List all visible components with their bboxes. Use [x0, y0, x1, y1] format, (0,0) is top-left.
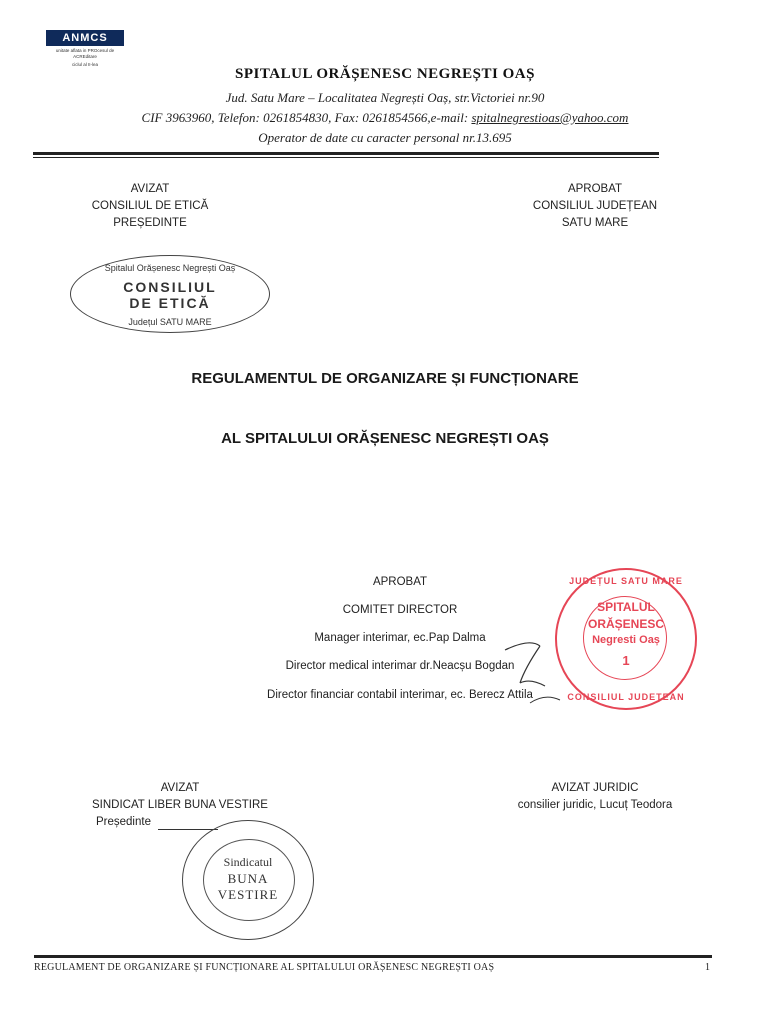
union-stamp-line2: BUNA — [227, 871, 269, 886]
stamp-red-line2: ORĂȘENESC — [587, 617, 664, 631]
county-label: SATU MARE — [561, 217, 629, 229]
medical-director-line: Director medical interimar dr.Neacșu Bogdan — [285, 660, 515, 672]
hospital-red-stamp — [555, 568, 697, 710]
logo-text: ANMCS — [46, 30, 124, 46]
hospital-name: SPITALUL ORĂȘENESC NEGREȘTI OAȘ — [235, 66, 535, 82]
stamp-etica-bottom: Județul SATU MARE — [128, 317, 212, 327]
hospital-contact — [0, 110, 770, 126]
avizat-etica-block — [70, 181, 230, 232]
email-link[interactable]: spitalnegrestioas@yahoo.com — [471, 110, 629, 125]
stamp-red-bottom: CONSILIUL JUDEȚEAN — [567, 692, 685, 702]
stamp-red-top: JUDEȚUL SATU MARE — [569, 576, 683, 586]
stamp-etica-line1: CONSILIUL — [123, 279, 217, 295]
data-operator: Operator de date cu caracter personal nr.13.695 — [258, 130, 512, 145]
union-stamp-line3: VESTIRE — [217, 887, 279, 902]
avizat-label: AVIZAT — [130, 183, 170, 195]
committee-label: COMITET DIRECTOR — [342, 604, 458, 616]
aprobat-judet-block — [510, 181, 680, 232]
avizat-juridic-label: AVIZAT JURIDIC — [551, 782, 639, 794]
county-council-label: CONSILIUL JUDEȚEAN — [532, 200, 658, 212]
ethics-council-stamp — [70, 255, 270, 333]
signature-line — [158, 829, 218, 830]
union-president-label: Președinte — [96, 816, 151, 828]
document-subtitle: AL SPITALULUI ORĂȘENESC NEGREȘTI OAȘ — [221, 430, 549, 447]
stamp-etica-top: Spitalul Orășenesc Negrești Oaș — [104, 263, 236, 273]
footer-rule — [34, 955, 712, 958]
manager-line: Manager interimar, ec.Pap Dalma — [314, 632, 486, 644]
stamp-red-line1: SPITALUL — [597, 600, 655, 614]
union-stamp-line1: Sindicatul — [223, 855, 273, 869]
avizat-sindicat-label: AVIZAT — [160, 782, 200, 794]
etica-council-label: CONSILIUL DE ETICĂ — [91, 200, 209, 212]
header-rule — [33, 152, 659, 155]
union-stamp — [182, 820, 314, 940]
approval-label: APROBAT — [372, 576, 428, 588]
avizat-sindicat-block — [80, 780, 280, 814]
union-name: SINDICAT LIBER BUNA VESTIRE — [92, 799, 268, 811]
contact-prefix: CIF 3963960, Telefon: 0261854830, Fax: 0261854566,e-mail: — [141, 110, 472, 125]
president-label: PREȘEDINTE — [113, 217, 187, 229]
document-title: REGULAMENTUL DE ORGANIZARE ȘI FUNCȚIONARE — [191, 370, 579, 387]
aprobat-label: APROBAT — [567, 183, 623, 195]
logo-subtext: unitate aflata in PROcesul de ACREditare — [55, 48, 115, 59]
financial-director-line: Director financiar contabil interimar, ec. Berecz Attila — [267, 689, 533, 701]
avizat-juridic-block — [495, 780, 695, 814]
legal-counsel-line: consilier juridic, Lucuț Teodora — [517, 799, 673, 811]
logo-subtext-2: ciclul al II-lea — [71, 62, 98, 67]
footer-text: REGULAMENT DE ORGANIZARE ȘI FUNCȚIONARE AL SPITALULUI ORĂȘENESC NEGREȘTI OAȘ — [34, 962, 495, 973]
page-number: 1 — [705, 962, 710, 973]
stamp-red-number: 1 — [622, 653, 630, 668]
hospital-address: Jud. Satu Mare – Localitatea Negrești Oaș, str.Victoriei nr.90 — [225, 90, 545, 105]
header-rule-thin — [33, 157, 659, 158]
stamp-etica-line2: DE ETICĂ — [129, 295, 211, 311]
stamp-red-line3: Negresti Oaș — [592, 634, 660, 646]
